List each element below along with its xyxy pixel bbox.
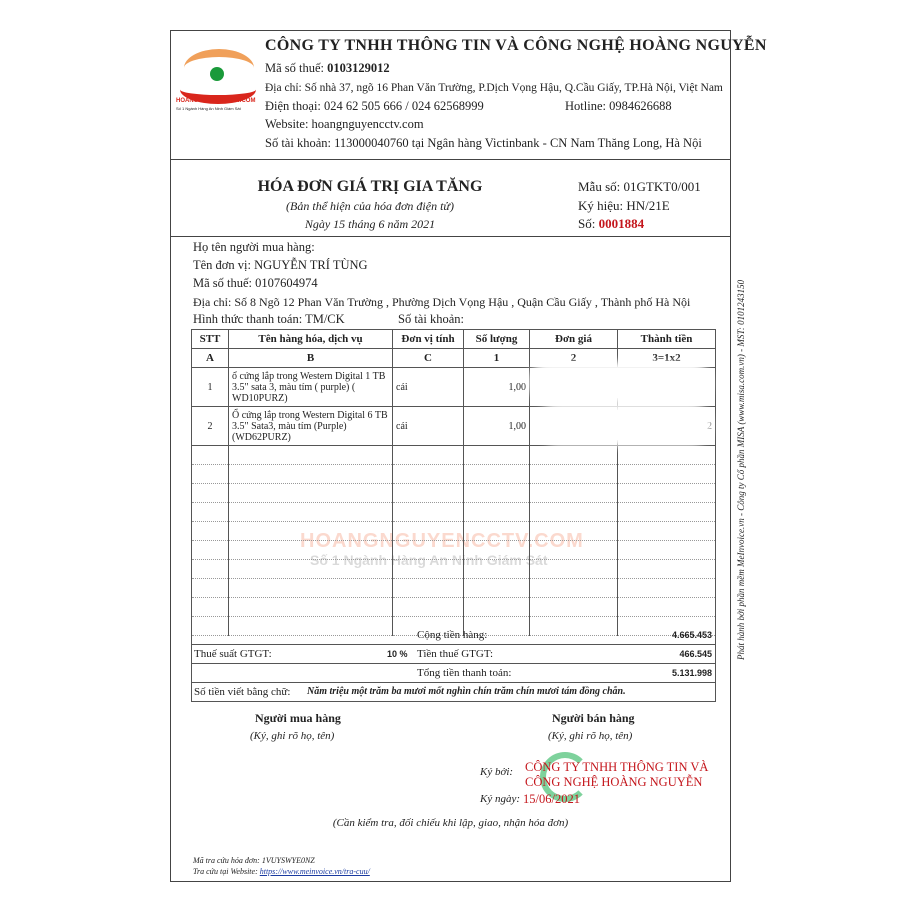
company-website: Website: hoangnguyencctv.com [265,117,424,131]
cell-unit: cái [393,368,464,407]
lookup-code: Mã tra cứu hóa đơn: 1VUYSWYE0NZ [193,856,315,865]
buyer-tax: Mã số thuế: 0107604974 [193,276,318,290]
empty-cell [464,579,530,598]
empty-cell [393,598,464,617]
empty-cell [393,446,464,465]
signed-date: 15/06/2021 [523,792,580,806]
company-logo: HOANGNGUYENCCTV.COM Số 1 Ngành Hàng An Ninh Giám Sát [176,45,262,115]
invoice-form: Mẫu số: 01GTKT0/001 [578,179,701,194]
empty-cell [393,465,464,484]
empty-cell [192,484,229,503]
empty-cell [618,465,716,484]
empty-cell [618,503,716,522]
empty-cell [393,541,464,560]
invoice-symbol: Ký hiệu: HN/21E [578,198,670,213]
signed-by: CÔNG TY TNHH THÔNG TIN VÀ CÔNG NGHỆ HOÀNG NGUYỄN [525,760,709,789]
buyer-sign-note: (Ký, ghi rõ họ, tên) [250,730,335,742]
lookup-url-link[interactable]: https://www.meinvoice.vn/tra-cuu/ [259,867,370,876]
empty-cell [393,579,464,598]
buyer-account: Số tài khoản: [398,312,464,326]
empty-cell [229,465,393,484]
company-tax: Mã số thuế: 0103129012 [265,61,390,75]
empty-row [192,484,716,503]
empty-cell [618,560,716,579]
cell-qty: 1,00 [464,368,530,407]
cell-qty: 1,00 [464,407,530,446]
empty-cell [530,446,618,465]
empty-row [192,522,716,541]
empty-cell [192,522,229,541]
table-header-row: STT Tên hàng hóa, dịch vụ Đơn vị tính Số lượng Đơn giá Thành tiền [192,330,716,349]
company-name: CÔNG TY TNHH THÔNG TIN VÀ CÔNG NGHỆ HOÀNG NGUYỄN [265,37,767,54]
empty-cell [393,503,464,522]
empty-cell [464,503,530,522]
empty-cell [393,522,464,541]
empty-cell [618,446,716,465]
empty-cell [530,579,618,598]
empty-cell [618,522,716,541]
empty-cell [530,484,618,503]
empty-cell [618,484,716,503]
empty-cell [464,522,530,541]
buyer-unit: Tên đơn vị: NGUYỄN TRÍ TÙNG [193,258,368,272]
empty-cell [464,465,530,484]
empty-cell [618,598,716,617]
empty-cell [192,503,229,522]
empty-cell [393,560,464,579]
buyer-sign-title: Người mua hàng [255,711,341,725]
invoice-title: HÓA ĐƠN GIÁ TRỊ GIA TĂNG [257,178,483,195]
empty-cell [464,484,530,503]
empty-cell [464,598,530,617]
divider [170,236,731,237]
company-bank: Số tài khoản: 113000040760 tại Ngân hàng Victinbank - CN Nam Thăng Long, Hà Nội [265,136,702,150]
signed-by-label: Ký bởi: [480,766,514,778]
invoice-subtitle: (Bản thể hiện của hóa đơn điện tử) [286,199,454,213]
empty-row [192,560,716,579]
cell-unit: cái [393,407,464,446]
empty-cell [464,541,530,560]
cell-stt: 1 [192,368,229,407]
empty-cell [229,598,393,617]
empty-cell [618,579,716,598]
empty-cell [229,446,393,465]
empty-cell [229,522,393,541]
empty-cell [229,541,393,560]
empty-cell [393,484,464,503]
empty-cell [530,503,618,522]
seller-sign-title: Người bán hàng [552,711,635,725]
seller-sign-note: (Ký, ghi rõ họ, tên) [548,730,633,742]
empty-row [192,503,716,522]
empty-cell [192,560,229,579]
invoice-date: Ngày 15 tháng 6 năm 2021 [304,217,436,231]
empty-cell [530,522,618,541]
cell-name: Ổ cứng lắp trong Western Digital 6 TB 3.5" Sata3, màu tím (Purple) (WD62PURZ) [229,407,393,446]
empty-cell [192,579,229,598]
total-row: Tổng tiền thanh toán: 5.131.998 [191,664,716,683]
empty-cell [229,503,393,522]
empty-cell [618,541,716,560]
company-hotline: Hotline: 0984626688 [565,99,672,113]
redacted-row2 [545,410,705,440]
empty-row [192,598,716,617]
empty-cell [530,465,618,484]
watermark: HOANGNGUYENCCTV.COM [300,530,584,552]
table-code-row: A B C 1 2 3=1x2 [192,349,716,368]
side-note: Phát hành bởi phần mềm MeInvoice.vn - Công ty Cổ phần MISA (www.misa.com.vn) - MST: 0101243150 [736,279,746,660]
empty-cell [192,598,229,617]
empty-cell [464,446,530,465]
empty-row [192,541,716,560]
empty-cell [530,598,618,617]
empty-cell [530,560,618,579]
cell-name: ổ cứng lắp trong Western Digital 1 TB 3.5" sata 3, màu tím ( purple) ( WD10PURZ) [229,368,393,407]
watermark-sub: Số 1 Ngành Hàng An Ninh Giám Sát [310,552,548,568]
cell-amount: 2 [618,407,716,446]
vat-row: Thuế suất GTGT: 10 % Tiền thuế GTGT: 466.545 [191,645,716,664]
empty-cell [192,541,229,560]
empty-cell [229,579,393,598]
empty-cell [229,484,393,503]
buyer-payment: Hình thức thanh toán: TM/CK [193,312,345,326]
company-phone: Điện thoại: 024 62 505 666 / 024 62568999 [265,99,484,113]
empty-cell [192,465,229,484]
amount-words-row: Số tiền viết bằng chữ: Năm triệu một trăm ba mươi mốt nghìn chín trăm chín mươi tám đồng chẵn. [191,683,716,702]
check-note: (Cần kiểm tra, đối chiếu khi lập, giao, nhận hóa đơn) [332,817,569,829]
lookup-site: Tra cứu tại Website: https://www.meinvoice.vn/tra-cuu/ [193,867,370,876]
empty-row [192,446,716,465]
redacted-row1 [535,368,705,398]
subtotal-row: Cộng tiền hàng: 4.665.453 [191,626,716,645]
cell-stt: 2 [192,407,229,446]
empty-cell [464,560,530,579]
empty-cell [530,541,618,560]
empty-cell [192,446,229,465]
invoice-number: Số: 0001884 [578,216,645,231]
buyer-address: Địa chỉ: Số 8 Ngõ 12 Phan Văn Trường , Phường Dịch Vọng Hậu , Quận Cầu Giấy , Thành phố Hà Nội [193,295,691,309]
empty-row [192,465,716,484]
signed-date-label: Ký ngày: [480,793,521,805]
empty-cell [229,560,393,579]
empty-row [192,579,716,598]
company-address: Địa chỉ: Số nhà 37, ngõ 16 Phan Văn Trường, P.Dịch Vọng Hậu, Q.Cầu Giấy, TP.Hà Nội, Việt Nam [265,82,723,94]
buyer-name: Họ tên người mua hàng: [193,240,315,254]
